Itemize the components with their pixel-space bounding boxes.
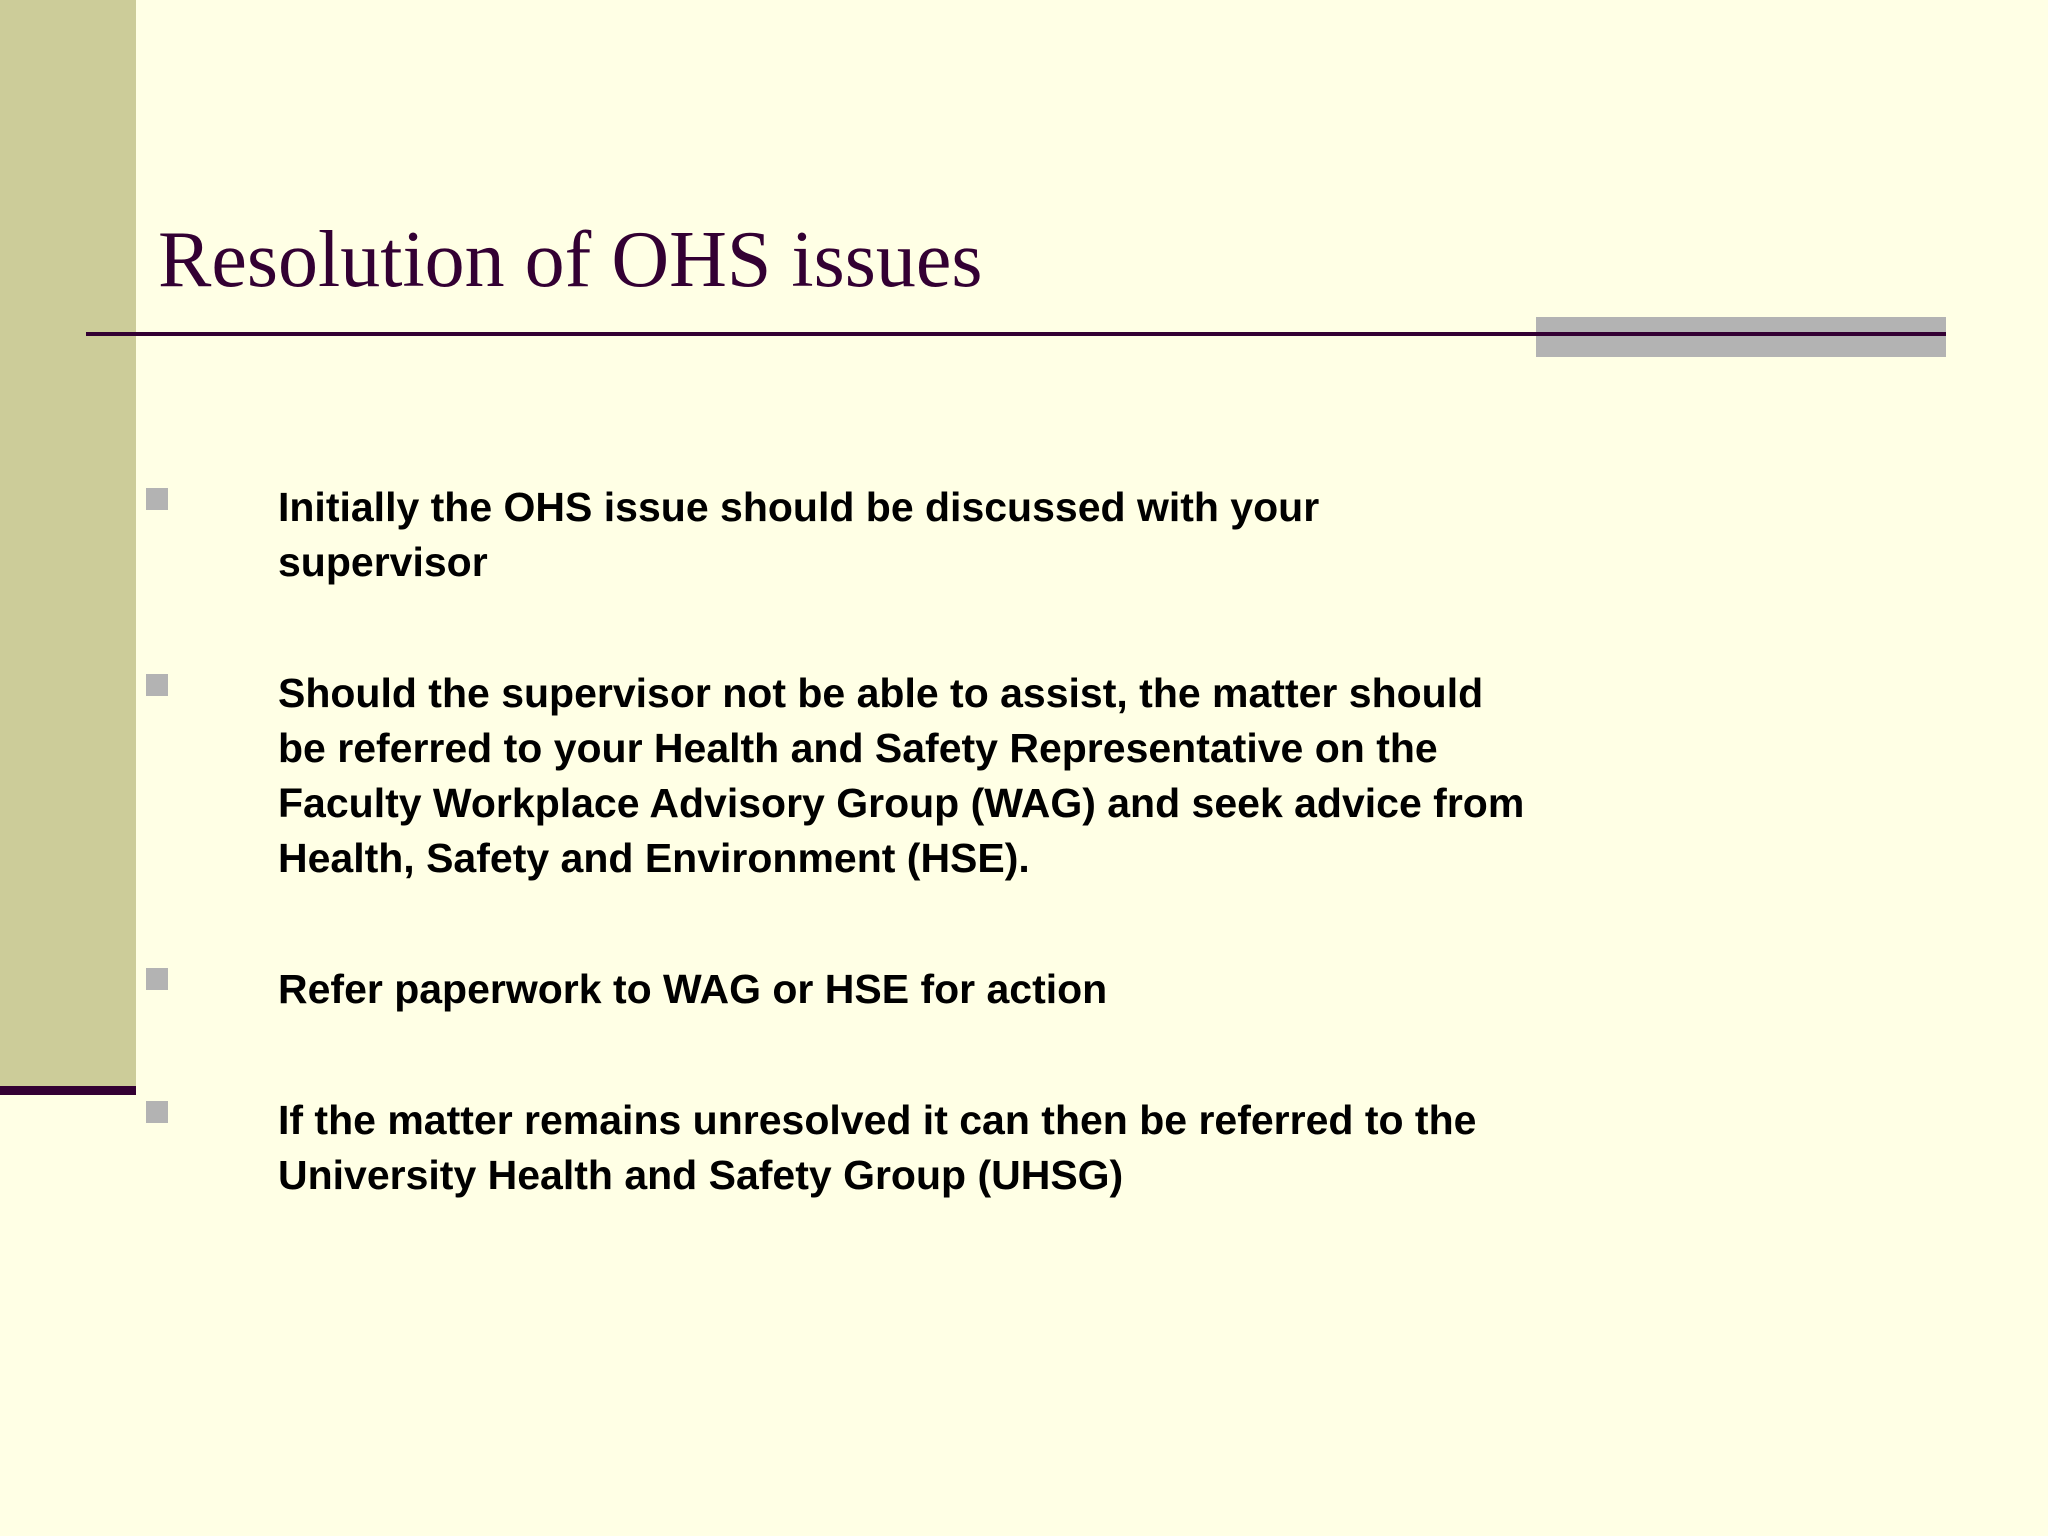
bullet-text-1: [278, 480, 1698, 590]
bullet-line: Initially the OHS issue should be discussed with your: [278, 484, 1320, 530]
bullet-text-3: [278, 962, 1698, 1017]
bullet-line: Health, Safety and Environment (HSE).: [278, 835, 1030, 881]
bullet-line: Faculty Workplace Advisory Group (WAG) and seek advice from: [278, 780, 1525, 826]
bullet-line: Refer paperwork to WAG or HSE for action: [278, 966, 1108, 1012]
square-bullet-icon: [146, 968, 168, 990]
bullet-text-2: [278, 666, 1698, 886]
bullet-line: supervisor: [278, 539, 488, 585]
bullet-line: Should the supervisor not be able to assist, the matter should: [278, 670, 1484, 716]
title-underline: [86, 332, 1946, 336]
bullet-line: If the matter remains unresolved it can then be referred to the: [278, 1097, 1477, 1143]
square-bullet-icon: [146, 674, 168, 696]
square-bullet-icon: [146, 1101, 168, 1123]
left-decorative-bar: [0, 0, 136, 1086]
left-accent-line: [0, 1086, 136, 1095]
bullet-line: be referred to your Health and Safety Representative on the: [278, 725, 1438, 771]
bullet-text-4: [278, 1093, 1698, 1203]
slide-title: Resolution of OHS issues: [158, 216, 983, 304]
title-accent-block: [1536, 317, 1946, 357]
square-bullet-icon: [146, 488, 168, 510]
bullet-line: University Health and Safety Group (UHSG): [278, 1152, 1124, 1198]
